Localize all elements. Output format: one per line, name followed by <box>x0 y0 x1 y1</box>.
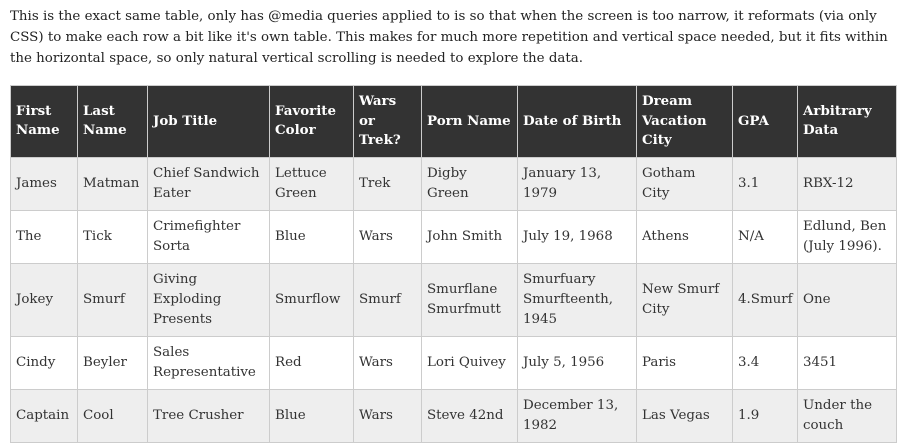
header-wars-or-trek: Wars or Trek? <box>354 86 422 158</box>
cell-porn-name: John Smith <box>422 210 518 263</box>
header-job-title: Job Title <box>148 86 270 158</box>
cell-first-name: James <box>11 157 78 210</box>
header-last-name: Last Name <box>78 86 148 158</box>
cell-date-of-birth: December 13, 1982 <box>518 389 637 442</box>
cell-date-of-birth: Smurfuary Smurfteenth, 1945 <box>518 263 637 336</box>
cell-date-of-birth: January 13, 1979 <box>518 157 637 210</box>
cell-gpa: 4.Smurf <box>733 263 798 336</box>
cell-first-name: Jokey <box>11 263 78 336</box>
table-row <box>11 157 897 210</box>
cell-dream-vacation-city: Las Vegas <box>637 389 733 442</box>
cell-job-title: Chief Sandwich Eater <box>148 157 270 210</box>
cell-dream-vacation-city: Gotham City <box>637 157 733 210</box>
header-date-of-birth: Date of Birth <box>518 86 637 158</box>
cell-last-name: Tick <box>78 210 148 263</box>
cell-gpa: N/A <box>733 210 798 263</box>
cell-gpa: 3.1 <box>733 157 798 210</box>
cell-date-of-birth: July 19, 1968 <box>518 210 637 263</box>
people-table <box>10 85 897 443</box>
cell-last-name: Cool <box>78 389 148 442</box>
header-first-name: First Name <box>11 86 78 158</box>
cell-dream-vacation-city: Athens <box>637 210 733 263</box>
cell-dream-vacation-city: New Smurf City <box>637 263 733 336</box>
cell-wars-or-trek: Wars <box>354 210 422 263</box>
data-table-container <box>10 85 896 443</box>
cell-date-of-birth: July 5, 1956 <box>518 336 637 389</box>
cell-job-title: Crimefighter Sorta <box>148 210 270 263</box>
header-arbitrary-data: Arbitrary Data <box>798 86 897 158</box>
cell-porn-name: Steve 42nd <box>422 389 518 442</box>
cell-last-name: Beyler <box>78 336 148 389</box>
cell-arbitrary-data: RBX-12 <box>798 157 897 210</box>
cell-job-title: Tree Crusher <box>148 389 270 442</box>
header-gpa: GPA <box>733 86 798 158</box>
cell-wars-or-trek: Wars <box>354 389 422 442</box>
cell-arbitrary-data: Under the couch <box>798 389 897 442</box>
cell-wars-or-trek: Wars <box>354 336 422 389</box>
table-row <box>11 389 897 442</box>
cell-job-title: Giving Exploding Presents <box>148 263 270 336</box>
cell-last-name: Smurf <box>78 263 148 336</box>
header-favorite-color: Favorite Color <box>270 86 354 158</box>
cell-first-name: Cindy <box>11 336 78 389</box>
cell-favorite-color: Smurflow <box>270 263 354 336</box>
table-row <box>11 210 897 263</box>
header-dream-vacation-city: Dream Vacation City <box>637 86 733 158</box>
cell-first-name: The <box>11 210 78 263</box>
table-row <box>11 336 897 389</box>
intro-paragraph: This is the exact same table, only has @media queries applied to is so that when the screen is too narrow, it reformats (via only CSS) to make each row a bit like it's own table. This makes for much more repetition and vertical space needed, but it fits within the horizontal space, so only natural vertical scrolling is needed to explore the data. <box>10 9 888 66</box>
cell-porn-name: Smurflane Smurfmutt <box>422 263 518 336</box>
cell-wars-or-trek: Trek <box>354 157 422 210</box>
cell-porn-name: Lori Quivey <box>422 336 518 389</box>
cell-porn-name: Digby Green <box>422 157 518 210</box>
cell-favorite-color: Blue <box>270 389 354 442</box>
cell-job-title: Sales Representative <box>148 336 270 389</box>
cell-favorite-color: Blue <box>270 210 354 263</box>
cell-first-name: Captain <box>11 389 78 442</box>
cell-arbitrary-data: 3451 <box>798 336 897 389</box>
cell-favorite-color: Red <box>270 336 354 389</box>
cell-dream-vacation-city: Paris <box>637 336 733 389</box>
table-row <box>11 263 897 336</box>
cell-arbitrary-data: Edlund, Ben (July 1996). <box>798 210 897 263</box>
cell-gpa: 3.4 <box>733 336 798 389</box>
cell-gpa: 1.9 <box>733 389 798 442</box>
cell-favorite-color: Lettuce Green <box>270 157 354 210</box>
table-header-row <box>11 86 897 158</box>
cell-wars-or-trek: Smurf <box>354 263 422 336</box>
header-porn-name: Porn Name <box>422 86 518 158</box>
cell-arbitrary-data: One <box>798 263 897 336</box>
cell-last-name: Matman <box>78 157 148 210</box>
